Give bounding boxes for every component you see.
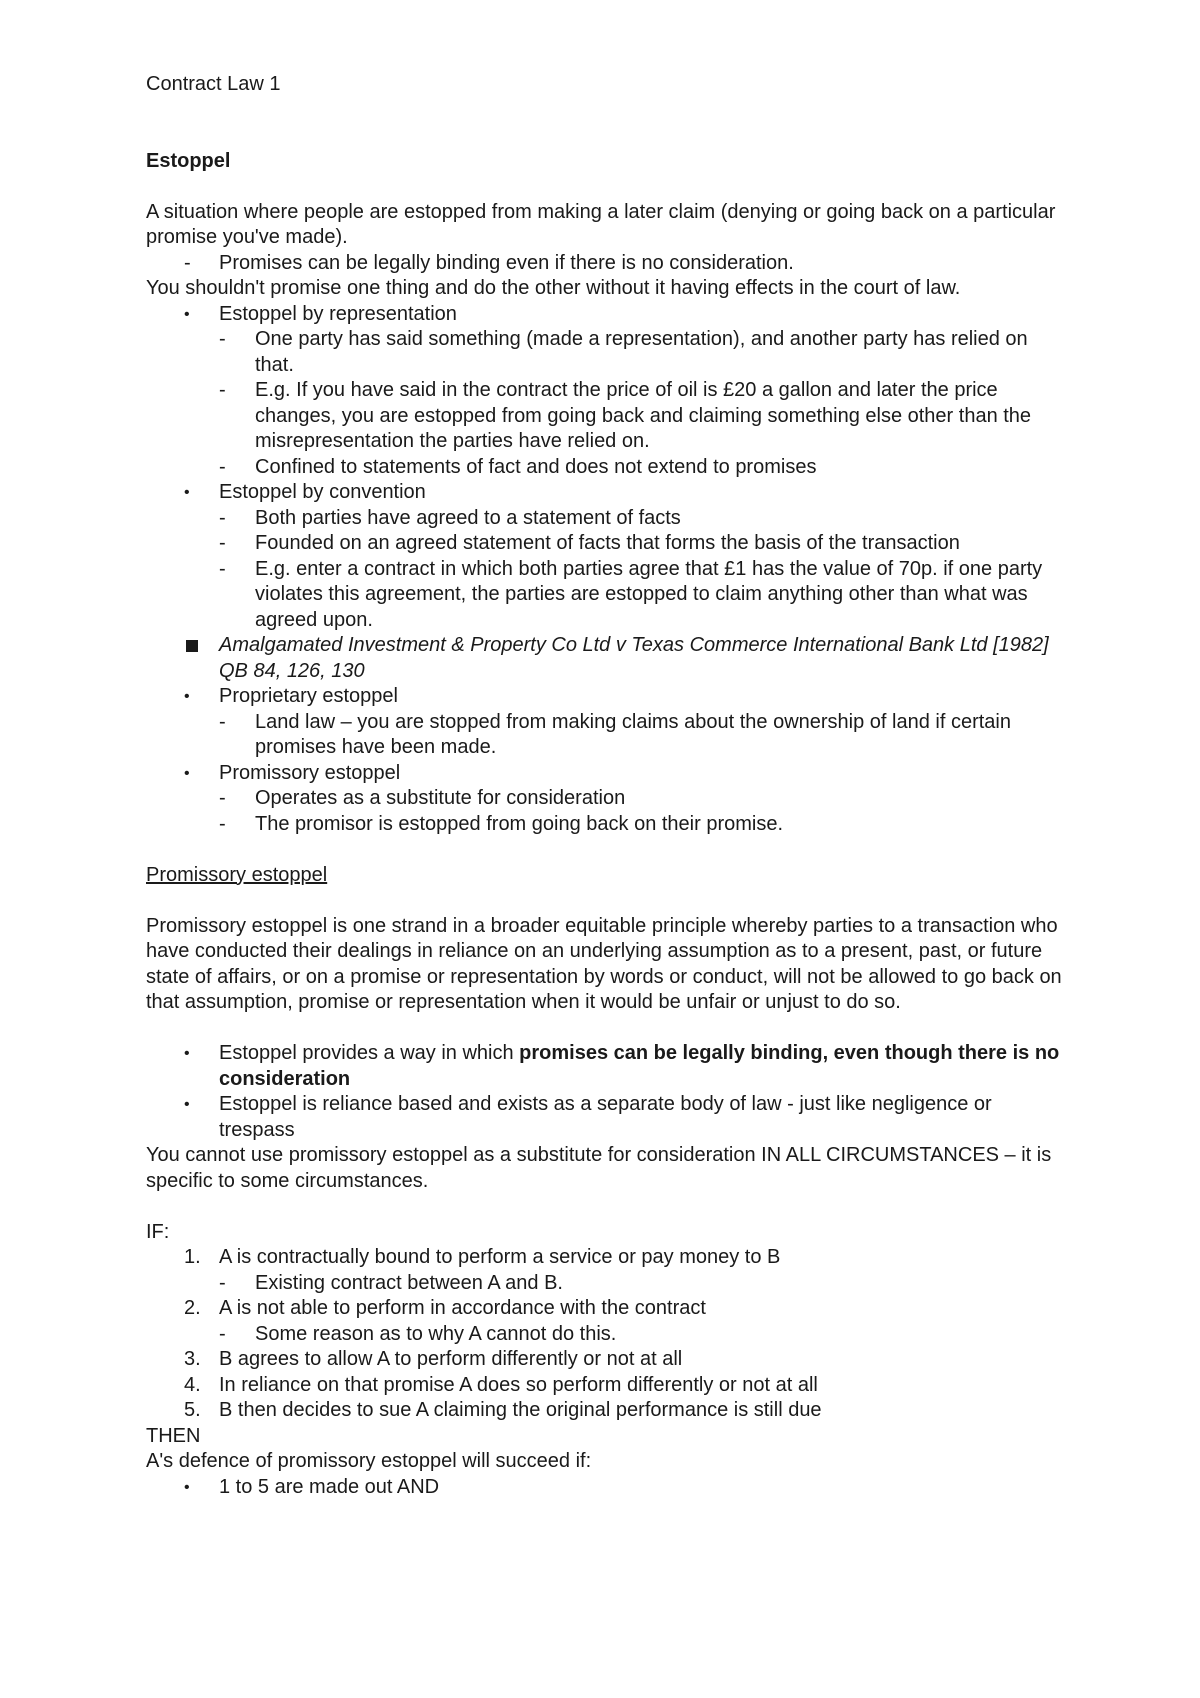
sub-point: Confined to statements of fact and does not extend to promises [255,455,817,478]
then-label: THEN [146,1424,201,1447]
sub-point: E.g. If you have said in the contract the price of oil is £20 a gallon and later the price changes, you are estopped from going back and claiming something else other than the misrepresentation the parties have relied on. [255,379,1032,452]
bullet-item [146,1041,1066,1092]
sub-dash-item [146,531,1066,557]
dash-marker: - [219,710,226,733]
section-title-estoppel: Estoppel [146,149,231,172]
sub-dash-item [146,710,1066,761]
estoppel-type-label: Estoppel by convention [219,481,426,503]
bullet-item [146,684,1066,710]
sub-point: One party has said something (made a representation), and another party has relied on that. [255,328,1028,376]
estoppel-type-label: Promissory estoppel [219,761,401,784]
square-bullet-icon [186,640,198,652]
item-number: 3. [184,1348,201,1370]
estoppel-type-label: Proprietary estoppel [219,685,398,707]
bullet-marker: • [184,1096,190,1113]
numbered-item [146,1347,1066,1373]
bullet-marker: • [184,688,190,705]
caveat-paragraph: You cannot use promissory estoppel as a substitute for consideration IN ALL CIRCUMSTANCES – it is specific to some circumstances. [146,1144,1052,1192]
sub-point: E.g. enter a contract in which both parties agree that £1 has the value of 70p. if one party violates this agreement, the parties are estopped to claim anything other than what was agreed upon. [255,557,1043,631]
bullet-item [146,1092,1066,1143]
dash-marker: - [219,532,226,554]
sub-dash-item [146,1271,1066,1297]
item-number: 4. [184,1373,201,1396]
sub-dash-item [146,812,1066,838]
if-label: IF: [146,1220,170,1243]
bullet-text-bold: promises can be legally binding, even though there is no consideration [219,1042,1060,1090]
sub-dash-item [146,506,1066,532]
condition-text: B then decides to sue A claiming the original performance is still due [219,1399,822,1421]
bullet-item [146,302,1066,328]
defence-line: A's defence of promissory estoppel will succeed if: [146,1450,592,1472]
condition-text: B agrees to allow A to perform differently or not at all [219,1348,683,1370]
dash-marker: - [219,506,226,529]
sub-dash-item [146,378,1066,455]
dash-marker: - [184,251,191,274]
intro-point: Promises can be legally binding even if there is no consideration. [219,251,794,274]
bullet-text-prefix: Estoppel provides a way in which [219,1042,520,1064]
dash-marker: - [219,1322,226,1345]
bullet-text: 1 to 5 are made out AND [219,1475,440,1498]
section-title-promissory-estoppel: Promissory estoppel [146,863,328,886]
sub-point: Both parties have agreed to a statement of facts [255,506,681,529]
item-number: 5. [184,1399,201,1421]
sub-dash-item [146,327,1066,378]
dash-marker: - [219,557,226,580]
sub-dash-item [146,786,1066,812]
estoppel-statement: You shouldn't promise one thing and do the other without it having effects in the court of law. [146,277,961,299]
bullet-item [146,1475,1066,1501]
condition-text: A is contractually bound to perform a service or pay money to B [219,1246,781,1268]
case-citation: Amalgamated Investment & Property Co Ltd v Texas Commerce International Bank Ltd [1982] QB 84, 126, 130 [219,634,1049,682]
condition-text: A is not able to perform in accordance with the contract [219,1297,706,1319]
sub-point: The promisor is estopped from going back on their promise. [255,812,784,835]
bullet-item [146,480,1066,506]
bullet-marker: • [184,764,190,782]
item-number: 2. [184,1297,201,1319]
bullet-text: Estoppel is reliance based and exists as a separate body of law - just like negligence or trespass [219,1093,992,1141]
bullet-marker: • [184,1478,190,1496]
estoppel-intro: A situation where people are estopped from making a later claim (denying or going back on a particular promise you've made). [146,200,1056,248]
case-citation-item [146,633,1066,684]
sub-dash-item [146,557,1066,634]
dash-marker: - [219,812,226,835]
dash-marker: - [219,455,226,478]
sub-point: Founded on an agreed statement of facts that forms the basis of the transaction [255,532,960,554]
item-number: 1. [184,1246,201,1268]
page-header: Contract Law 1 [146,73,281,95]
condition-text: In reliance on that promise A does so perform differently or not at all [219,1373,818,1396]
sub-point: Some reason as to why A cannot do this. [255,1322,617,1345]
dash-marker: - [219,379,226,401]
dash-marker: - [219,328,226,350]
document-content [146,72,1066,1500]
bullet-marker: • [184,484,190,501]
intro-dash-item [146,251,1066,277]
bullet-marker: • [184,1045,190,1062]
sub-point: Land law – you are stopped from making claims about the ownership of land if certain promises have been made. [255,710,1011,758]
numbered-item [146,1398,1066,1424]
sub-point: Existing contract between A and B. [255,1271,563,1294]
dash-marker: - [219,787,226,809]
bullet-item [146,761,1066,787]
numbered-item [146,1373,1066,1399]
numbered-item [146,1296,1066,1322]
numbered-item [146,1245,1066,1271]
dash-marker: - [219,1271,226,1294]
sub-point: Operates as a substitute for consideration [255,787,626,809]
estoppel-type-label: Estoppel by representation [219,302,457,325]
bullet-marker: • [184,305,190,323]
sub-dash-item [146,1322,1066,1348]
promissory-estoppel-definition: Promissory estoppel is one strand in a broader equitable principle whereby parties to a transaction who have conducted their dealings in reliance on an underlying assumption as to a present, past, or future state of affairs, or on a promise or representation by words or conduct, will not be allowed to go back on that assumption, promise or representation when it would be unfair or unjust to do so. [146,914,1062,1013]
sub-dash-item [146,455,1066,481]
